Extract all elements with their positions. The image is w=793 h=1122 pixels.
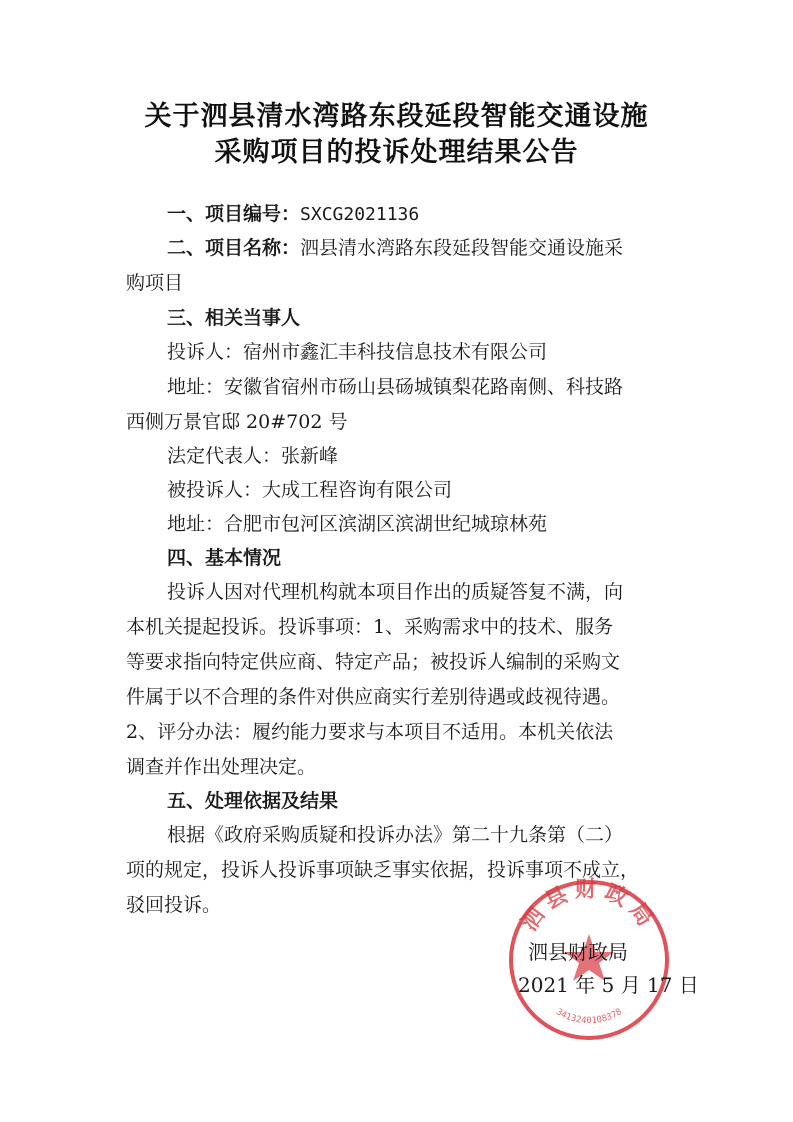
complainant-line: 投诉人：宿州市鑫汇丰科技信息技术有限公司: [167, 341, 548, 363]
signature-organization: 泗县财政局: [528, 940, 628, 964]
section5-paragraph-line: 驳回投诉。: [126, 894, 222, 916]
section4-paragraph-line: 等要求指向特定供应商、特定产品；被投诉人编制的采购文: [126, 651, 621, 673]
section4-paragraph-line: 投诉人因对代理机构就本项目作出的质疑答复不满，向: [167, 581, 624, 603]
legal-representative-line: 法定代表人：张新峰: [167, 445, 339, 467]
section5-paragraph-line: 项的规定，投诉人投诉事项缺乏事实依据，投诉事项不成立，: [126, 859, 640, 881]
respondent-line: 被投诉人：大成工程咨询有限公司: [167, 479, 453, 501]
respondent-address-line: 地址：合肥市包河区滨湖区滨湖世纪城琼林苑: [167, 513, 548, 535]
project-number-value: SXCG2021136: [300, 204, 420, 225]
section4-paragraph-line: 2、评分办法：履约能力要求与本项目不适用。本机关依法: [126, 721, 614, 743]
complainant-address-line1: 地址：安徽省宿州市砀山县砀城镇梨花路南侧、科技路: [167, 376, 624, 398]
section5-paragraph-line: 根据《政府采购质疑和投诉办法》第二十九条第（二）: [167, 824, 624, 846]
project-name-label: 二、项目名称：: [167, 237, 301, 259]
document-title-line1: 关于泗县清水湾路东段延段智能交通设施: [144, 101, 649, 132]
section4-paragraph-line: 件属于以不合理的条件对供应商实行差别待遇或歧视待遇。: [126, 686, 621, 708]
project-number-label: 一、项目编号：: [167, 203, 301, 225]
project-name-row: [167, 236, 623, 260]
seal-code-text: 3413240108378: [554, 1007, 624, 1027]
project-name-value-cont: 购项目: [126, 272, 184, 294]
signature-date: 2021 年 5 月 17 日: [518, 973, 699, 997]
complainant-address-line2: 西侧万景官邸 20#702 号: [126, 411, 348, 433]
section5-heading: 五、处理依据及结果: [167, 790, 339, 812]
seal-org-text: 泗县财政局: [517, 877, 661, 936]
document-title-line2: 采购项目的投诉处理结果公告: [214, 137, 579, 168]
project-name-value: 泗县清水湾路东段延段智能交通设施采: [300, 237, 624, 259]
section4-paragraph-line: 调查并作出处理决定。: [126, 756, 317, 778]
project-number-row: [167, 202, 419, 227]
section4-paragraph-line: 本机关提起投诉。投诉事项：1、采购需求中的技术、服务: [126, 616, 614, 638]
section3-heading: 三、相关当事人: [167, 307, 301, 329]
section4-heading: 四、基本情况: [167, 547, 282, 569]
